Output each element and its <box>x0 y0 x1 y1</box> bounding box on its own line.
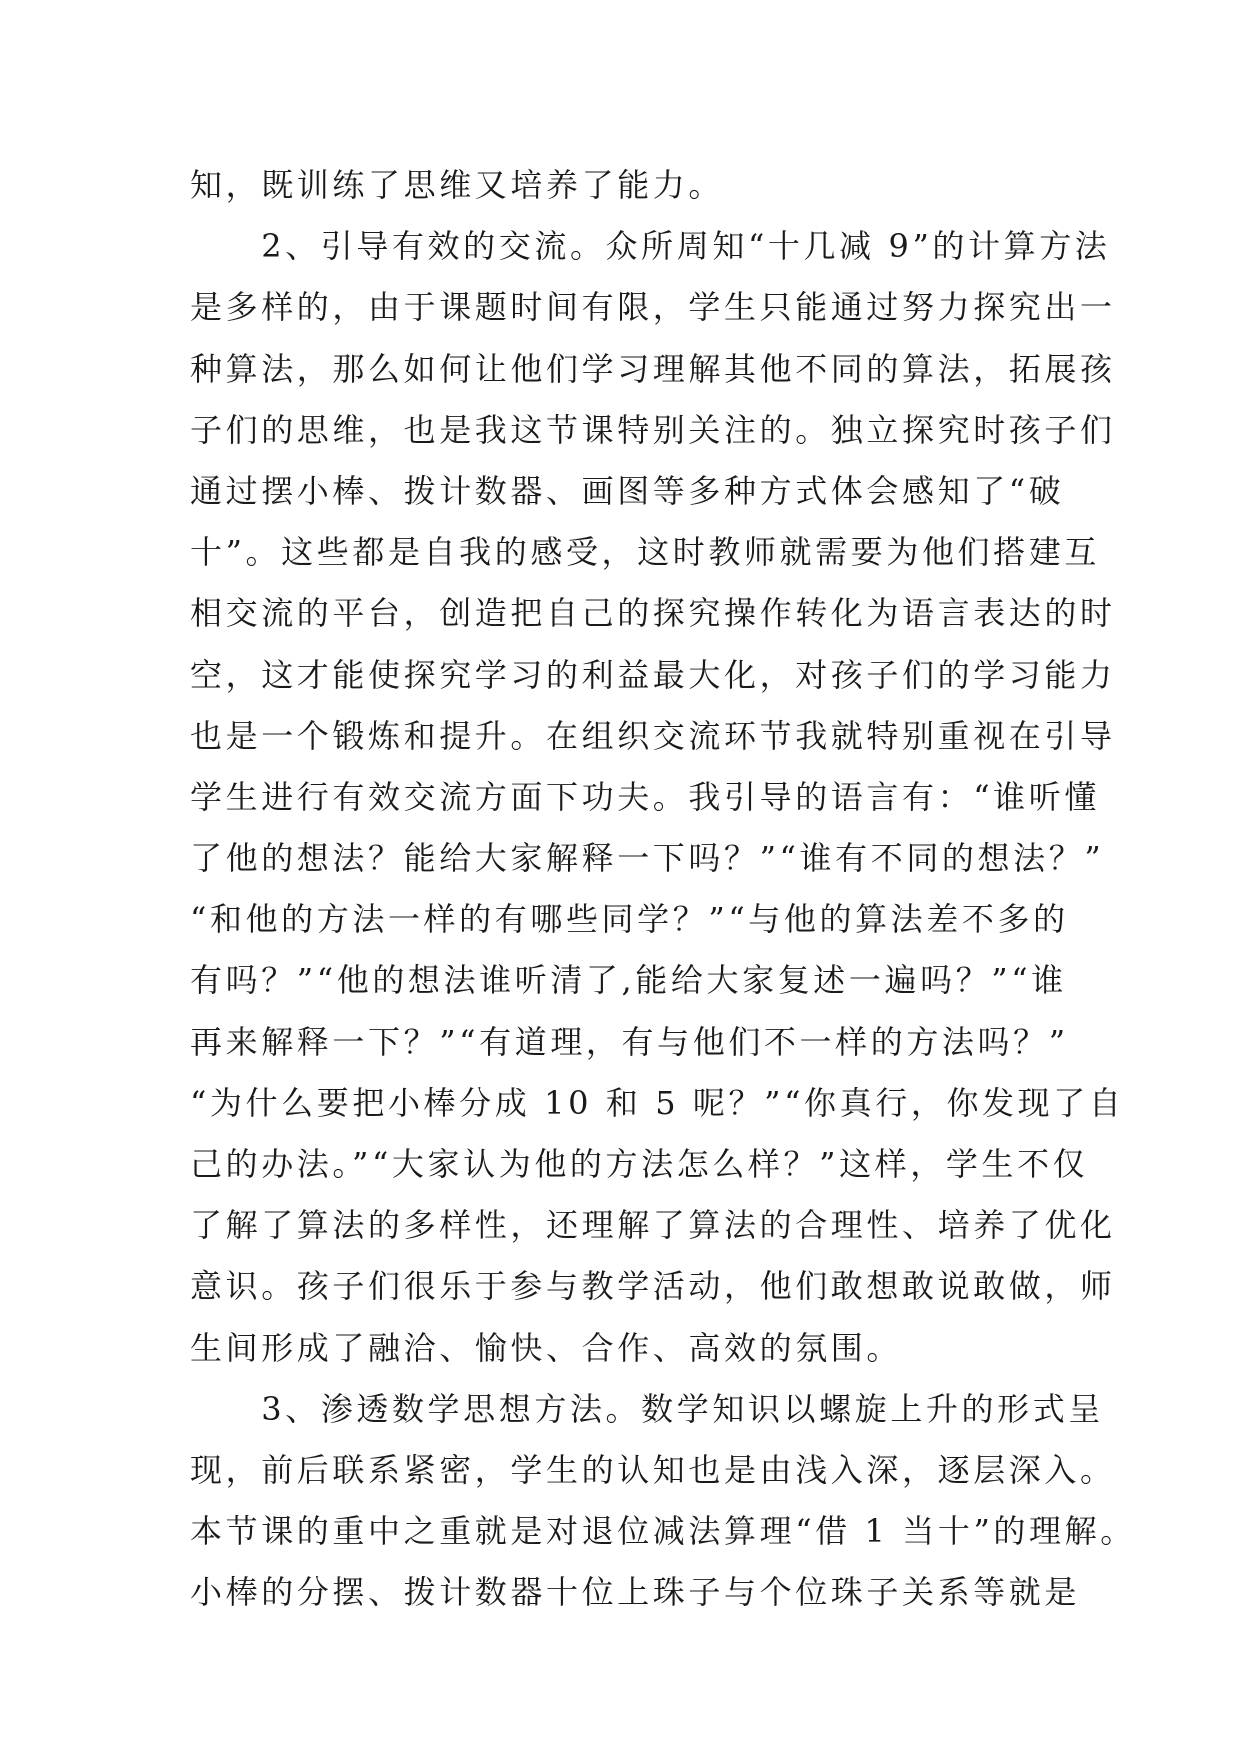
text-line: 子们的思维，也是我这节课特别关注的。独立探究时孩子们 <box>190 410 1116 449</box>
text-line: 也是一个锻炼和提升。在组织交流环节我就特别重视在引导 <box>190 716 1116 755</box>
text-line: 己的办法。”“大家认为他的方法怎么样？”这样，学生不仅 <box>190 1145 1089 1183</box>
text-line: 是多样的，由于课题时间有限，学生只能通过努力探究出一 <box>190 288 1116 327</box>
text-line: 学生进行有效交流方面下功夫。我引导的语言有：“谁听懂 <box>190 777 1100 816</box>
text-line: 了他的想法？能给大家解释一下吗？”“谁有不同的想法？” <box>190 839 1105 878</box>
text-line: 通过摆小棒、拨计数器、画图等多种方式体会感知了“破 <box>190 471 1065 510</box>
text-line: 小棒的分摆、拨计数器十位上珠子与个位珠子关系等就是 <box>190 1573 1081 1612</box>
text-line: 再来解释一下？”“有道理，有与他们不一样的方法吗？” <box>190 1022 1069 1061</box>
text-line: “和他的方法一样的有哪些同学？”“与他的算法差不多的 <box>190 900 1069 939</box>
text-line: 种算法，那么如何让他们学习理解其他不同的算法，拓展孩 <box>190 349 1116 388</box>
text-line: 2、引导有效的交流。众所周知“十几减 9”的计算方法 <box>190 227 1111 266</box>
body-text <box>190 155 1136 1624</box>
text-line: 现，前后联系紧密，学生的认知也是由浅入深，逐层深入。 <box>190 1450 1116 1489</box>
text-line: 生间形成了融洽、愉快、合作、高效的氛围。 <box>190 1328 903 1367</box>
text-line: 十”。这些都是自我的感受，这时教师就需要为他们搭建互 <box>190 533 1100 572</box>
text-line: “为什么要把小棒分成 10 和 5 呢？”“你真行，你发现了自 <box>190 1083 1125 1122</box>
text-line: 了解了算法的多样性，还理解了算法的合理性、培养了优化 <box>190 1206 1116 1245</box>
text-line: 3、渗透数学思想方法。数学知识以螺旋上升的形式呈 <box>190 1389 1104 1428</box>
text-line: 有吗？”“他的想法谁听清了,能给大家复述一遍吗？”“谁 <box>190 961 1067 1000</box>
text-line: 意识。孩子们很乐于参与教学活动，他们敢想敢说敢做，师 <box>190 1267 1116 1306</box>
text-line: 相交流的平台，创造把自己的探究操作转化为语言表达的时 <box>190 594 1116 633</box>
text-line: 本节课的重中之重就是对退位减法算理“借 1 当十”的理解。 <box>190 1512 1136 1551</box>
text-line: 空，这才能使探究学习的利益最大化，对孩子们的学习能力 <box>190 655 1116 694</box>
text-line: 知，既训练了思维又培养了能力。 <box>190 166 725 204</box>
